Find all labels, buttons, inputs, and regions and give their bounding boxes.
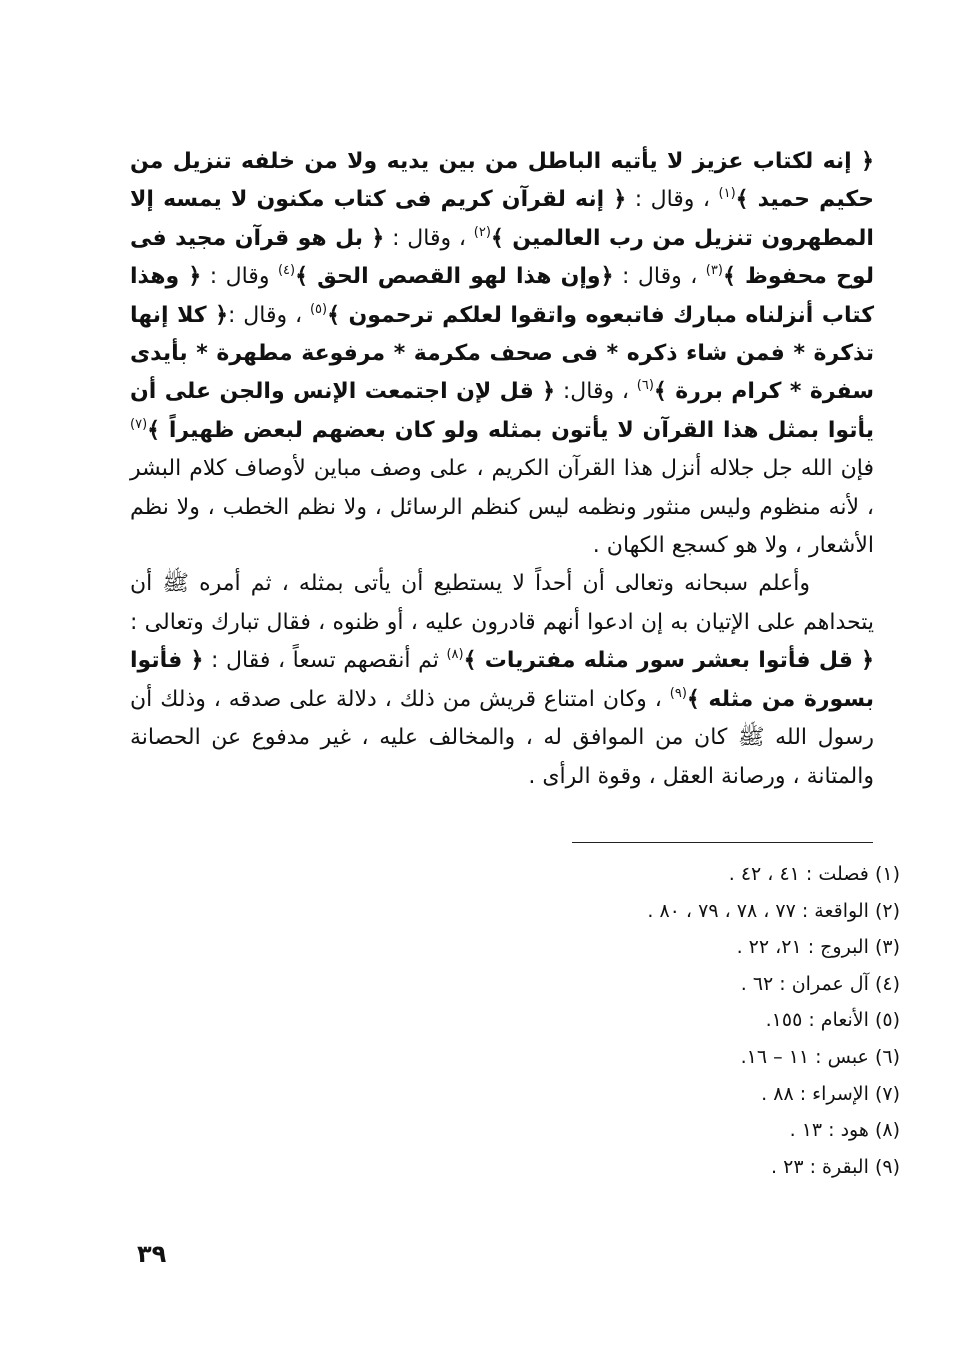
footnote-text: عبس : ١١ – ١٦. — [740, 1045, 869, 1068]
footnote-ref: (٩) — [669, 685, 687, 701]
quran-verse: ﴿ بل هو قرآن مجيد فى لوح محفوظ ﴾ — [130, 225, 874, 290]
footnote-text: الإسراء : ٨٨ . — [761, 1082, 869, 1105]
quran-verse: ﴿ إنه لكتاب عزيز لا يأتيه الباطل من بين يديه ولا من خلفه تنزيل من حكيم حميد ﴾ — [130, 149, 874, 213]
footnote-text: الأنعام : ١٥٥. — [765, 1009, 869, 1032]
page-number: ٣٩ — [137, 1240, 167, 1268]
footnote-number: (٣) — [874, 936, 900, 959]
footnote-item — [400, 1002, 900, 1039]
text-run: وقال : — [201, 264, 278, 290]
text-run: ثم أنقصهم تسعاً ، فقال : — [203, 648, 447, 674]
footnote-text: الواقعة : ٧٧ ، ٧٨ ، ٧٩ ، ٨٠ . — [647, 899, 869, 922]
footnote-item — [400, 966, 900, 1003]
text-run: فإن الله جل جلاله أنزل هذا القرآن الكريم ، على وصف مباين لأوصاف كلام البشر ، لأنه منظوم وليس منثور ونظمه ليس كنظم الرسائل ، ولا نظم الخطب ، ولا نظم الأشعار ، ولا هو كسجع الكهان . — [130, 456, 874, 559]
footnote-number: (٢) — [874, 899, 900, 922]
footnote-item — [400, 929, 900, 966]
footnote-text: هود : ١٣ . — [789, 1119, 869, 1142]
text-run: ، وقال : — [613, 264, 706, 290]
paragraph-2 — [130, 565, 874, 795]
quran-verse: ﴿ قل فأتوا بعشر سور مثله مفتريات ﴾ — [463, 648, 875, 674]
footnote-ref: (٤) — [277, 263, 296, 279]
paragraph-1 — [130, 143, 874, 565]
text-run: ، وكان امتناع قريش من ذلك ، دلالة على صدقه ، وذلك أن رسول الله ﷺ كان من الموافق له ، والمخالف عليه ، غير مدفوع عن الحصانة والمتانة ، ورصانة العقل ، وقوة الرأى . — [130, 686, 874, 789]
footnote-number: (٤) — [874, 972, 900, 995]
text-run: وأعلم سبحانه وتعالى أن أحداً لا يستطيع أن يأتى بمثله ، ثم أمره ﷺ أن يتحداهم على الإتيان به إن ادعوا أنهم قادرون عليه ، أو ظنوه ، فقال تبارك وتعالى : — [130, 571, 874, 635]
text-run: ، وقال: — [555, 379, 637, 405]
footnote-item — [400, 856, 900, 893]
quran-verse: ﴿ وهذا كتاب أنزلناه مبارك فاتبعوه واتقوا لعلكم ترحمون ﴾ — [130, 264, 875, 328]
footnote-number: (٨) — [874, 1119, 900, 1142]
footnote-number: (١) — [874, 863, 900, 885]
footnote-ref: (١) — [718, 186, 736, 202]
quran-verse: ﴿ فأتوا بسورة من مثله ﴾ — [130, 648, 874, 712]
footnote-item — [400, 1149, 900, 1186]
footnote-number: (٥) — [874, 1009, 900, 1032]
footnotes-list — [400, 856, 900, 1185]
footnote-text: البقرة : ٢٣ . — [771, 1155, 869, 1178]
footnote-text: فصلت : ٤١ ، ٤٢ . — [728, 863, 869, 885]
footnote-ref: (٣) — [705, 263, 723, 279]
quran-verse: ﴿وإن هذا لهو القصص الحق ﴾ — [295, 264, 614, 290]
footnote-item — [400, 1112, 900, 1149]
footnote-item — [400, 893, 900, 930]
main-text — [130, 143, 874, 796]
footnote-ref: (٧) — [130, 416, 148, 432]
quran-verse: ﴿ قل لإن اجتمعت الإنس والجن على أن يأتوا بمثل هذا القرآن لا يأتون بمثله ولو كان بعضهم لبعض ظهيراً ﴾ — [130, 379, 874, 443]
footnote-divider — [572, 842, 873, 843]
footnote-item — [400, 1076, 900, 1113]
footnote-text: البروج : ٢١، ٢٢ . — [736, 936, 869, 959]
text-run: ، وقال : — [626, 187, 719, 213]
footnote-ref: (٦) — [636, 378, 654, 394]
quran-verse: ﴿ إنه لقرآن كريم فى كتاب مكنون لا يمسه إلا المطهرون تنزيل من رب العالمين ﴾ — [130, 187, 874, 251]
footnote-number: (٦) — [874, 1045, 900, 1068]
footnote-ref: (٨) — [446, 647, 464, 663]
footnote-ref: (٥) — [309, 301, 328, 317]
footnote-ref: (٢) — [473, 224, 491, 240]
footnote-text: آل عمران : ٦٢ . — [740, 972, 869, 995]
quran-verse: ﴿ كلا إنها تذكرة * فمن شاء ذكره * فى صحف مكرمة * مرفوعة مطهرة * بأيدى سفرة * كرام بررة ﴾ — [130, 302, 874, 405]
text-run: ، وقال : — [228, 302, 310, 328]
footnote-item — [400, 1039, 900, 1076]
footnote-number: (٧) — [874, 1082, 900, 1105]
footnote-number: (٩) — [874, 1155, 900, 1178]
text-run: ، وقال : — [384, 225, 474, 251]
